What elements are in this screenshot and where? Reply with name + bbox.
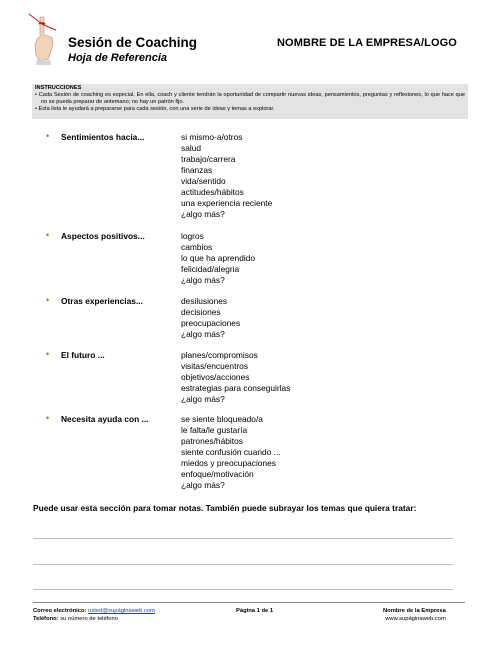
hand-ribbon-logo-icon xyxy=(26,13,60,65)
note-line[interactable] xyxy=(33,564,453,565)
list-item: si mismo-a/otros xyxy=(181,132,243,142)
list-item: le falta/le gustaría xyxy=(181,425,248,435)
company-logo-placeholder: NOMBRE DE LA EMPRESA/LOGO xyxy=(277,37,457,49)
note-line[interactable] xyxy=(33,538,453,539)
bullet-icon: • xyxy=(46,131,50,141)
list-item: estrategias para conseguirlas xyxy=(181,383,291,393)
list-item: actitudes/hábitos xyxy=(181,187,244,197)
email-label: Correo electrónico: xyxy=(33,608,87,614)
bullet-icon: • xyxy=(46,413,50,423)
bullet-icon: • xyxy=(46,230,50,240)
section-title: Necesita ayuda con ... xyxy=(61,414,149,424)
list-item: ¿algo más? xyxy=(181,275,225,285)
list-item: ¿algo más? xyxy=(181,209,225,219)
list-item: visitas/encuentros xyxy=(181,361,249,371)
list-item: patrones/hábitos xyxy=(181,436,243,446)
list-item: felicidad/alegria xyxy=(181,264,240,274)
page-number: Página 1 de 1 xyxy=(236,608,274,614)
list-item: se siente bloqueado/a xyxy=(181,414,263,424)
list-item: trabajo/carrera xyxy=(181,154,236,164)
notes-prompt: Puede usar esta sección para tomar notas. También puede subrayar los temas que quiera tratar: xyxy=(33,503,417,513)
list-item: cambios xyxy=(181,242,213,252)
list-item: vida/sentido xyxy=(181,176,226,186)
list-item: una experiencia reciente xyxy=(181,198,273,208)
list-item: lo que ha aprendido xyxy=(181,253,256,263)
list-item: salud xyxy=(181,143,202,153)
company-name: Nombre de la Empresa xyxy=(383,608,446,614)
footer-contact xyxy=(33,607,155,623)
section-items xyxy=(181,231,255,286)
list-item: finanzas xyxy=(181,165,213,175)
list-item: desilusiones xyxy=(181,296,228,306)
list-item: siente confusión cuando ... xyxy=(181,447,281,457)
list-item: ¿algo más? xyxy=(181,394,225,404)
section-title: Otras experiencias... xyxy=(61,296,143,306)
bullet-icon: • xyxy=(46,295,50,305)
list-item: enfoque/motivación xyxy=(181,469,254,479)
list-item: planes/compromisos xyxy=(181,350,258,360)
list-item: preocupaciones xyxy=(181,318,241,328)
bullet-icon: • xyxy=(46,349,50,359)
email-link[interactable]: usted@supáginaweb.com xyxy=(88,608,155,614)
note-line[interactable] xyxy=(33,589,453,590)
section-items xyxy=(181,414,281,491)
list-item: decisiones xyxy=(181,307,221,317)
instruction-line: • Cada Sesión de coaching es especial. En ella, coach y cliente tendrán la oportunidad de compartir nuevas ideas, pensamientos, preguntas y reflexiones, lo que hace que no se pueda preparar de antemano; no hay un patrón fijo. xyxy=(35,92,465,105)
section-items xyxy=(181,296,240,340)
section-title: El futuro ... xyxy=(61,350,105,360)
list-item: ¿algo más? xyxy=(181,480,225,490)
list-item: objetivos/acciones xyxy=(181,372,250,382)
document-subtitle: Hoja de Referencia xyxy=(68,52,168,64)
footer-divider xyxy=(33,602,465,603)
document-title: Sesión de Coaching xyxy=(68,35,198,50)
section-items xyxy=(181,350,290,405)
website[interactable]: www.supáginaweb.com xyxy=(385,616,446,622)
section-items xyxy=(181,132,272,220)
footer-company xyxy=(383,607,446,623)
list-item: miedos y preocupaciones xyxy=(181,458,276,468)
phone-label: Teléfono: xyxy=(33,616,59,622)
instruction-line: • Esta lista le ayudará a prepararse para cada sesión, con una serie de ideas y temas a explorar. xyxy=(35,106,275,112)
instructions-heading: INSTRUCCIONES xyxy=(35,85,82,91)
section-title: Aspectos positivos... xyxy=(61,231,145,241)
list-item: ¿algo más? xyxy=(181,329,225,339)
section-title: Sentimientos hacia... xyxy=(61,132,145,142)
instructions-box xyxy=(32,84,468,119)
list-item: logros xyxy=(181,231,204,241)
phone-value: su número de teléfono xyxy=(60,616,118,622)
